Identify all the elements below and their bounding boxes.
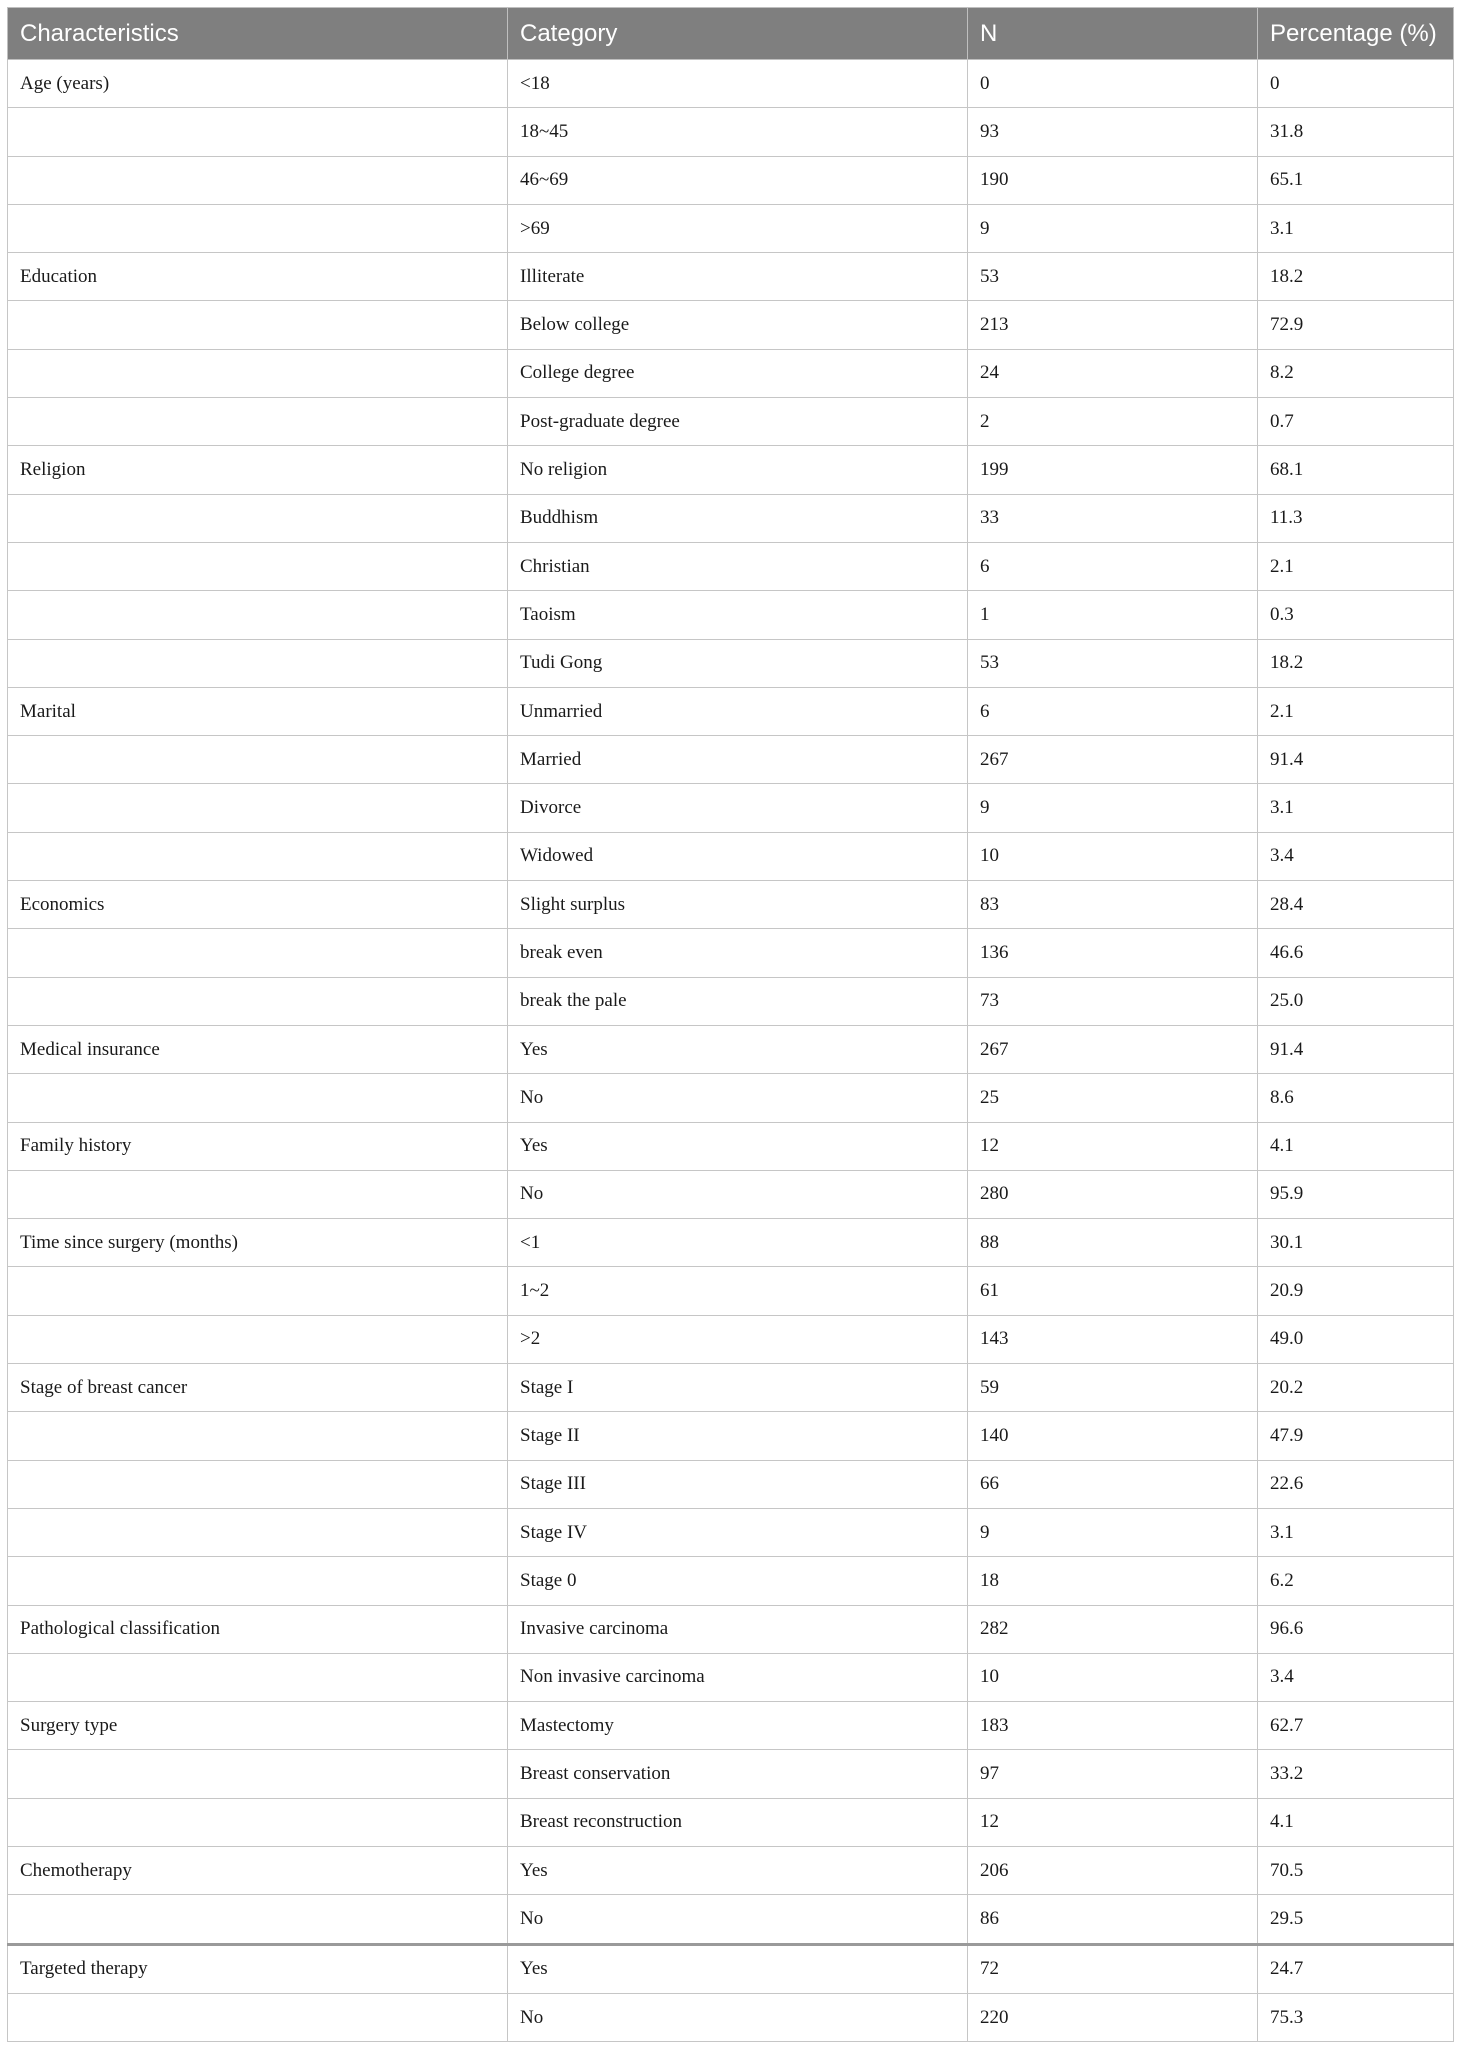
cell-category: Yes	[508, 1025, 968, 1073]
cell-characteristic	[8, 301, 508, 349]
table-row	[8, 687, 1454, 735]
table-row	[8, 108, 1454, 156]
table-row	[8, 784, 1454, 832]
cell-category: break the pale	[508, 977, 968, 1025]
cell-n: 206	[968, 1846, 1258, 1894]
cell-n: 66	[968, 1460, 1258, 1508]
cell-n: 25	[968, 1074, 1258, 1122]
table-row	[8, 929, 1454, 977]
cell-percentage: 2.1	[1258, 687, 1454, 735]
cell-characteristic: Economics	[8, 881, 508, 929]
cell-n: 59	[968, 1364, 1258, 1412]
table-header-row	[8, 8, 1454, 60]
cell-percentage: 95.9	[1258, 1170, 1454, 1218]
cell-category: 46~69	[508, 156, 968, 204]
cell-category: Yes	[508, 1846, 968, 1894]
cell-percentage: 22.6	[1258, 1460, 1454, 1508]
cell-n: 2	[968, 398, 1258, 446]
cell-percentage: 6.2	[1258, 1557, 1454, 1605]
cell-characteristic	[8, 1315, 508, 1363]
cell-percentage: 91.4	[1258, 1025, 1454, 1073]
cell-characteristic	[8, 108, 508, 156]
cell-characteristic: Religion	[8, 446, 508, 494]
table-row	[8, 639, 1454, 687]
cell-percentage: 8.2	[1258, 349, 1454, 397]
cell-characteristic: Time since surgery (months)	[8, 1219, 508, 1267]
cell-category: Buddhism	[508, 494, 968, 542]
cell-category: Slight surplus	[508, 881, 968, 929]
cell-characteristic	[8, 639, 508, 687]
cell-category: Taoism	[508, 591, 968, 639]
cell-category: Non invasive carcinoma	[508, 1653, 968, 1701]
table-row	[8, 301, 1454, 349]
cell-category: Yes	[508, 1122, 968, 1170]
cell-n: 10	[968, 832, 1258, 880]
cell-n: 72	[968, 1944, 1258, 1993]
table-row	[8, 494, 1454, 542]
table-row	[8, 1025, 1454, 1073]
cell-category: Stage I	[508, 1364, 968, 1412]
cell-category: Below college	[508, 301, 968, 349]
cell-percentage: 8.6	[1258, 1074, 1454, 1122]
cell-percentage: 68.1	[1258, 446, 1454, 494]
table-row	[8, 1364, 1454, 1412]
cell-n: 86	[968, 1895, 1258, 1944]
cell-characteristic	[8, 398, 508, 446]
cell-category: Mastectomy	[508, 1702, 968, 1750]
cell-characteristic	[8, 929, 508, 977]
cell-n: 93	[968, 108, 1258, 156]
table-row	[8, 1315, 1454, 1363]
cell-category: No religion	[508, 446, 968, 494]
cell-n: 280	[968, 1170, 1258, 1218]
cell-n: 190	[968, 156, 1258, 204]
cell-n: 220	[968, 1993, 1258, 2041]
cell-characteristic	[8, 1460, 508, 1508]
cell-category: Stage III	[508, 1460, 968, 1508]
cell-category: Divorce	[508, 784, 968, 832]
cell-n: 18	[968, 1557, 1258, 1605]
cell-n: 267	[968, 736, 1258, 784]
table-row	[8, 1605, 1454, 1653]
table-row	[8, 1508, 1454, 1556]
table-row	[8, 1170, 1454, 1218]
cell-n: 183	[968, 1702, 1258, 1750]
table-body	[8, 60, 1454, 2042]
header-n: N	[968, 8, 1258, 60]
characteristics-table	[7, 7, 1454, 2042]
cell-n: 97	[968, 1750, 1258, 1798]
cell-category: >69	[508, 204, 968, 252]
cell-category: 1~2	[508, 1267, 968, 1315]
cell-percentage: 18.2	[1258, 639, 1454, 687]
table-row	[8, 1846, 1454, 1894]
cell-category: College degree	[508, 349, 968, 397]
table-row	[8, 1557, 1454, 1605]
cell-percentage: 3.4	[1258, 832, 1454, 880]
table-row	[8, 446, 1454, 494]
cell-characteristic: Stage of breast cancer	[8, 1364, 508, 1412]
cell-n: 12	[968, 1798, 1258, 1846]
cell-category: 18~45	[508, 108, 968, 156]
table-row	[8, 1219, 1454, 1267]
cell-percentage: 25.0	[1258, 977, 1454, 1025]
cell-category: break even	[508, 929, 968, 977]
cell-percentage: 49.0	[1258, 1315, 1454, 1363]
cell-n: 1	[968, 591, 1258, 639]
header-characteristics: Characteristics	[8, 8, 508, 60]
cell-n: 53	[968, 639, 1258, 687]
cell-category: Stage 0	[508, 1557, 968, 1605]
cell-characteristic: Chemotherapy	[8, 1846, 508, 1894]
cell-characteristic	[8, 1267, 508, 1315]
cell-n: 0	[968, 60, 1258, 108]
cell-category: No	[508, 1895, 968, 1944]
cell-percentage: 0	[1258, 60, 1454, 108]
cell-category: Breast reconstruction	[508, 1798, 968, 1846]
cell-category: Christian	[508, 542, 968, 590]
cell-percentage: 70.5	[1258, 1846, 1454, 1894]
cell-percentage: 4.1	[1258, 1798, 1454, 1846]
cell-category: Tudi Gong	[508, 639, 968, 687]
cell-n: 213	[968, 301, 1258, 349]
cell-percentage: 3.1	[1258, 204, 1454, 252]
table-row	[8, 156, 1454, 204]
cell-n: 143	[968, 1315, 1258, 1363]
cell-category: Post-graduate degree	[508, 398, 968, 446]
cell-percentage: 20.9	[1258, 1267, 1454, 1315]
table-row	[8, 1074, 1454, 1122]
cell-percentage: 91.4	[1258, 736, 1454, 784]
cell-n: 282	[968, 1605, 1258, 1653]
cell-characteristic	[8, 156, 508, 204]
cell-n: 6	[968, 687, 1258, 735]
header-category: Category	[508, 8, 968, 60]
cell-characteristic	[8, 1653, 508, 1701]
table-row	[8, 542, 1454, 590]
cell-characteristic	[8, 736, 508, 784]
cell-category: <1	[508, 1219, 968, 1267]
cell-n: 12	[968, 1122, 1258, 1170]
cell-percentage: 0.3	[1258, 591, 1454, 639]
cell-n: 9	[968, 784, 1258, 832]
cell-characteristic: Medical insurance	[8, 1025, 508, 1073]
cell-n: 10	[968, 1653, 1258, 1701]
cell-category: No	[508, 1074, 968, 1122]
cell-category: <18	[508, 60, 968, 108]
cell-percentage: 33.2	[1258, 1750, 1454, 1798]
table-row	[8, 1412, 1454, 1460]
cell-percentage: 2.1	[1258, 542, 1454, 590]
cell-percentage: 65.1	[1258, 156, 1454, 204]
cell-percentage: 30.1	[1258, 1219, 1454, 1267]
table-row	[8, 977, 1454, 1025]
cell-characteristic	[8, 349, 508, 397]
table-row	[8, 1993, 1454, 2041]
cell-characteristic: Marital	[8, 687, 508, 735]
cell-n: 61	[968, 1267, 1258, 1315]
cell-characteristic	[8, 494, 508, 542]
cell-category: Breast conservation	[508, 1750, 968, 1798]
table-row	[8, 1895, 1454, 1944]
cell-percentage: 11.3	[1258, 494, 1454, 542]
table-row	[8, 398, 1454, 446]
table-row	[8, 832, 1454, 880]
cell-characteristic	[8, 784, 508, 832]
cell-characteristic: Surgery type	[8, 1702, 508, 1750]
cell-percentage: 72.9	[1258, 301, 1454, 349]
cell-percentage: 18.2	[1258, 253, 1454, 301]
table-row	[8, 1750, 1454, 1798]
cell-characteristic	[8, 591, 508, 639]
cell-percentage: 75.3	[1258, 1993, 1454, 2041]
table-row	[8, 349, 1454, 397]
cell-percentage: 46.6	[1258, 929, 1454, 977]
header-percentage: Percentage (%)	[1258, 8, 1454, 60]
table-row	[8, 591, 1454, 639]
cell-characteristic	[8, 1074, 508, 1122]
cell-characteristic	[8, 1557, 508, 1605]
cell-characteristic	[8, 1508, 508, 1556]
cell-category: No	[508, 1993, 968, 2041]
cell-percentage: 28.4	[1258, 881, 1454, 929]
cell-percentage: 62.7	[1258, 1702, 1454, 1750]
cell-characteristic	[8, 977, 508, 1025]
cell-category: Stage II	[508, 1412, 968, 1460]
table-row	[8, 253, 1454, 301]
cell-characteristic	[8, 832, 508, 880]
cell-percentage: 47.9	[1258, 1412, 1454, 1460]
table-row	[8, 204, 1454, 252]
cell-characteristic: Family history	[8, 1122, 508, 1170]
cell-n: 83	[968, 881, 1258, 929]
cell-category: Stage IV	[508, 1508, 968, 1556]
cell-n: 199	[968, 446, 1258, 494]
data-table-container	[7, 7, 1453, 2042]
cell-category: >2	[508, 1315, 968, 1363]
cell-category: Yes	[508, 1944, 968, 1993]
table-row	[8, 881, 1454, 929]
cell-category: Unmarried	[508, 687, 968, 735]
cell-category: No	[508, 1170, 968, 1218]
table-row	[8, 60, 1454, 108]
table-row	[8, 1798, 1454, 1846]
cell-n: 33	[968, 494, 1258, 542]
cell-characteristic	[8, 1993, 508, 2041]
cell-characteristic	[8, 1750, 508, 1798]
cell-characteristic	[8, 1895, 508, 1944]
cell-percentage: 0.7	[1258, 398, 1454, 446]
cell-characteristic: Education	[8, 253, 508, 301]
cell-n: 73	[968, 977, 1258, 1025]
cell-category: Married	[508, 736, 968, 784]
cell-n: 6	[968, 542, 1258, 590]
cell-percentage: 3.1	[1258, 1508, 1454, 1556]
cell-category: Widowed	[508, 832, 968, 880]
cell-n: 24	[968, 349, 1258, 397]
table-row	[8, 1702, 1454, 1750]
cell-percentage: 29.5	[1258, 1895, 1454, 1944]
cell-percentage: 4.1	[1258, 1122, 1454, 1170]
table-row	[8, 1653, 1454, 1701]
cell-n: 140	[968, 1412, 1258, 1460]
table-row	[8, 736, 1454, 784]
cell-characteristic	[8, 1412, 508, 1460]
cell-percentage: 3.4	[1258, 1653, 1454, 1701]
cell-n: 136	[968, 929, 1258, 977]
table-row	[8, 1267, 1454, 1315]
table-row	[8, 1944, 1454, 1993]
cell-n: 267	[968, 1025, 1258, 1073]
cell-n: 9	[968, 204, 1258, 252]
cell-category: Illiterate	[508, 253, 968, 301]
cell-percentage: 96.6	[1258, 1605, 1454, 1653]
cell-characteristic: Targeted therapy	[8, 1944, 508, 1993]
cell-category: Invasive carcinoma	[508, 1605, 968, 1653]
cell-percentage: 3.1	[1258, 784, 1454, 832]
table-row	[8, 1460, 1454, 1508]
cell-characteristic: Pathological classification	[8, 1605, 508, 1653]
cell-characteristic	[8, 204, 508, 252]
cell-n: 9	[968, 1508, 1258, 1556]
cell-n: 53	[968, 253, 1258, 301]
cell-characteristic	[8, 1798, 508, 1846]
cell-percentage: 20.2	[1258, 1364, 1454, 1412]
cell-characteristic: Age (years)	[8, 60, 508, 108]
cell-n: 88	[968, 1219, 1258, 1267]
cell-percentage: 24.7	[1258, 1944, 1454, 1993]
cell-characteristic	[8, 1170, 508, 1218]
cell-characteristic	[8, 542, 508, 590]
cell-percentage: 31.8	[1258, 108, 1454, 156]
table-row	[8, 1122, 1454, 1170]
